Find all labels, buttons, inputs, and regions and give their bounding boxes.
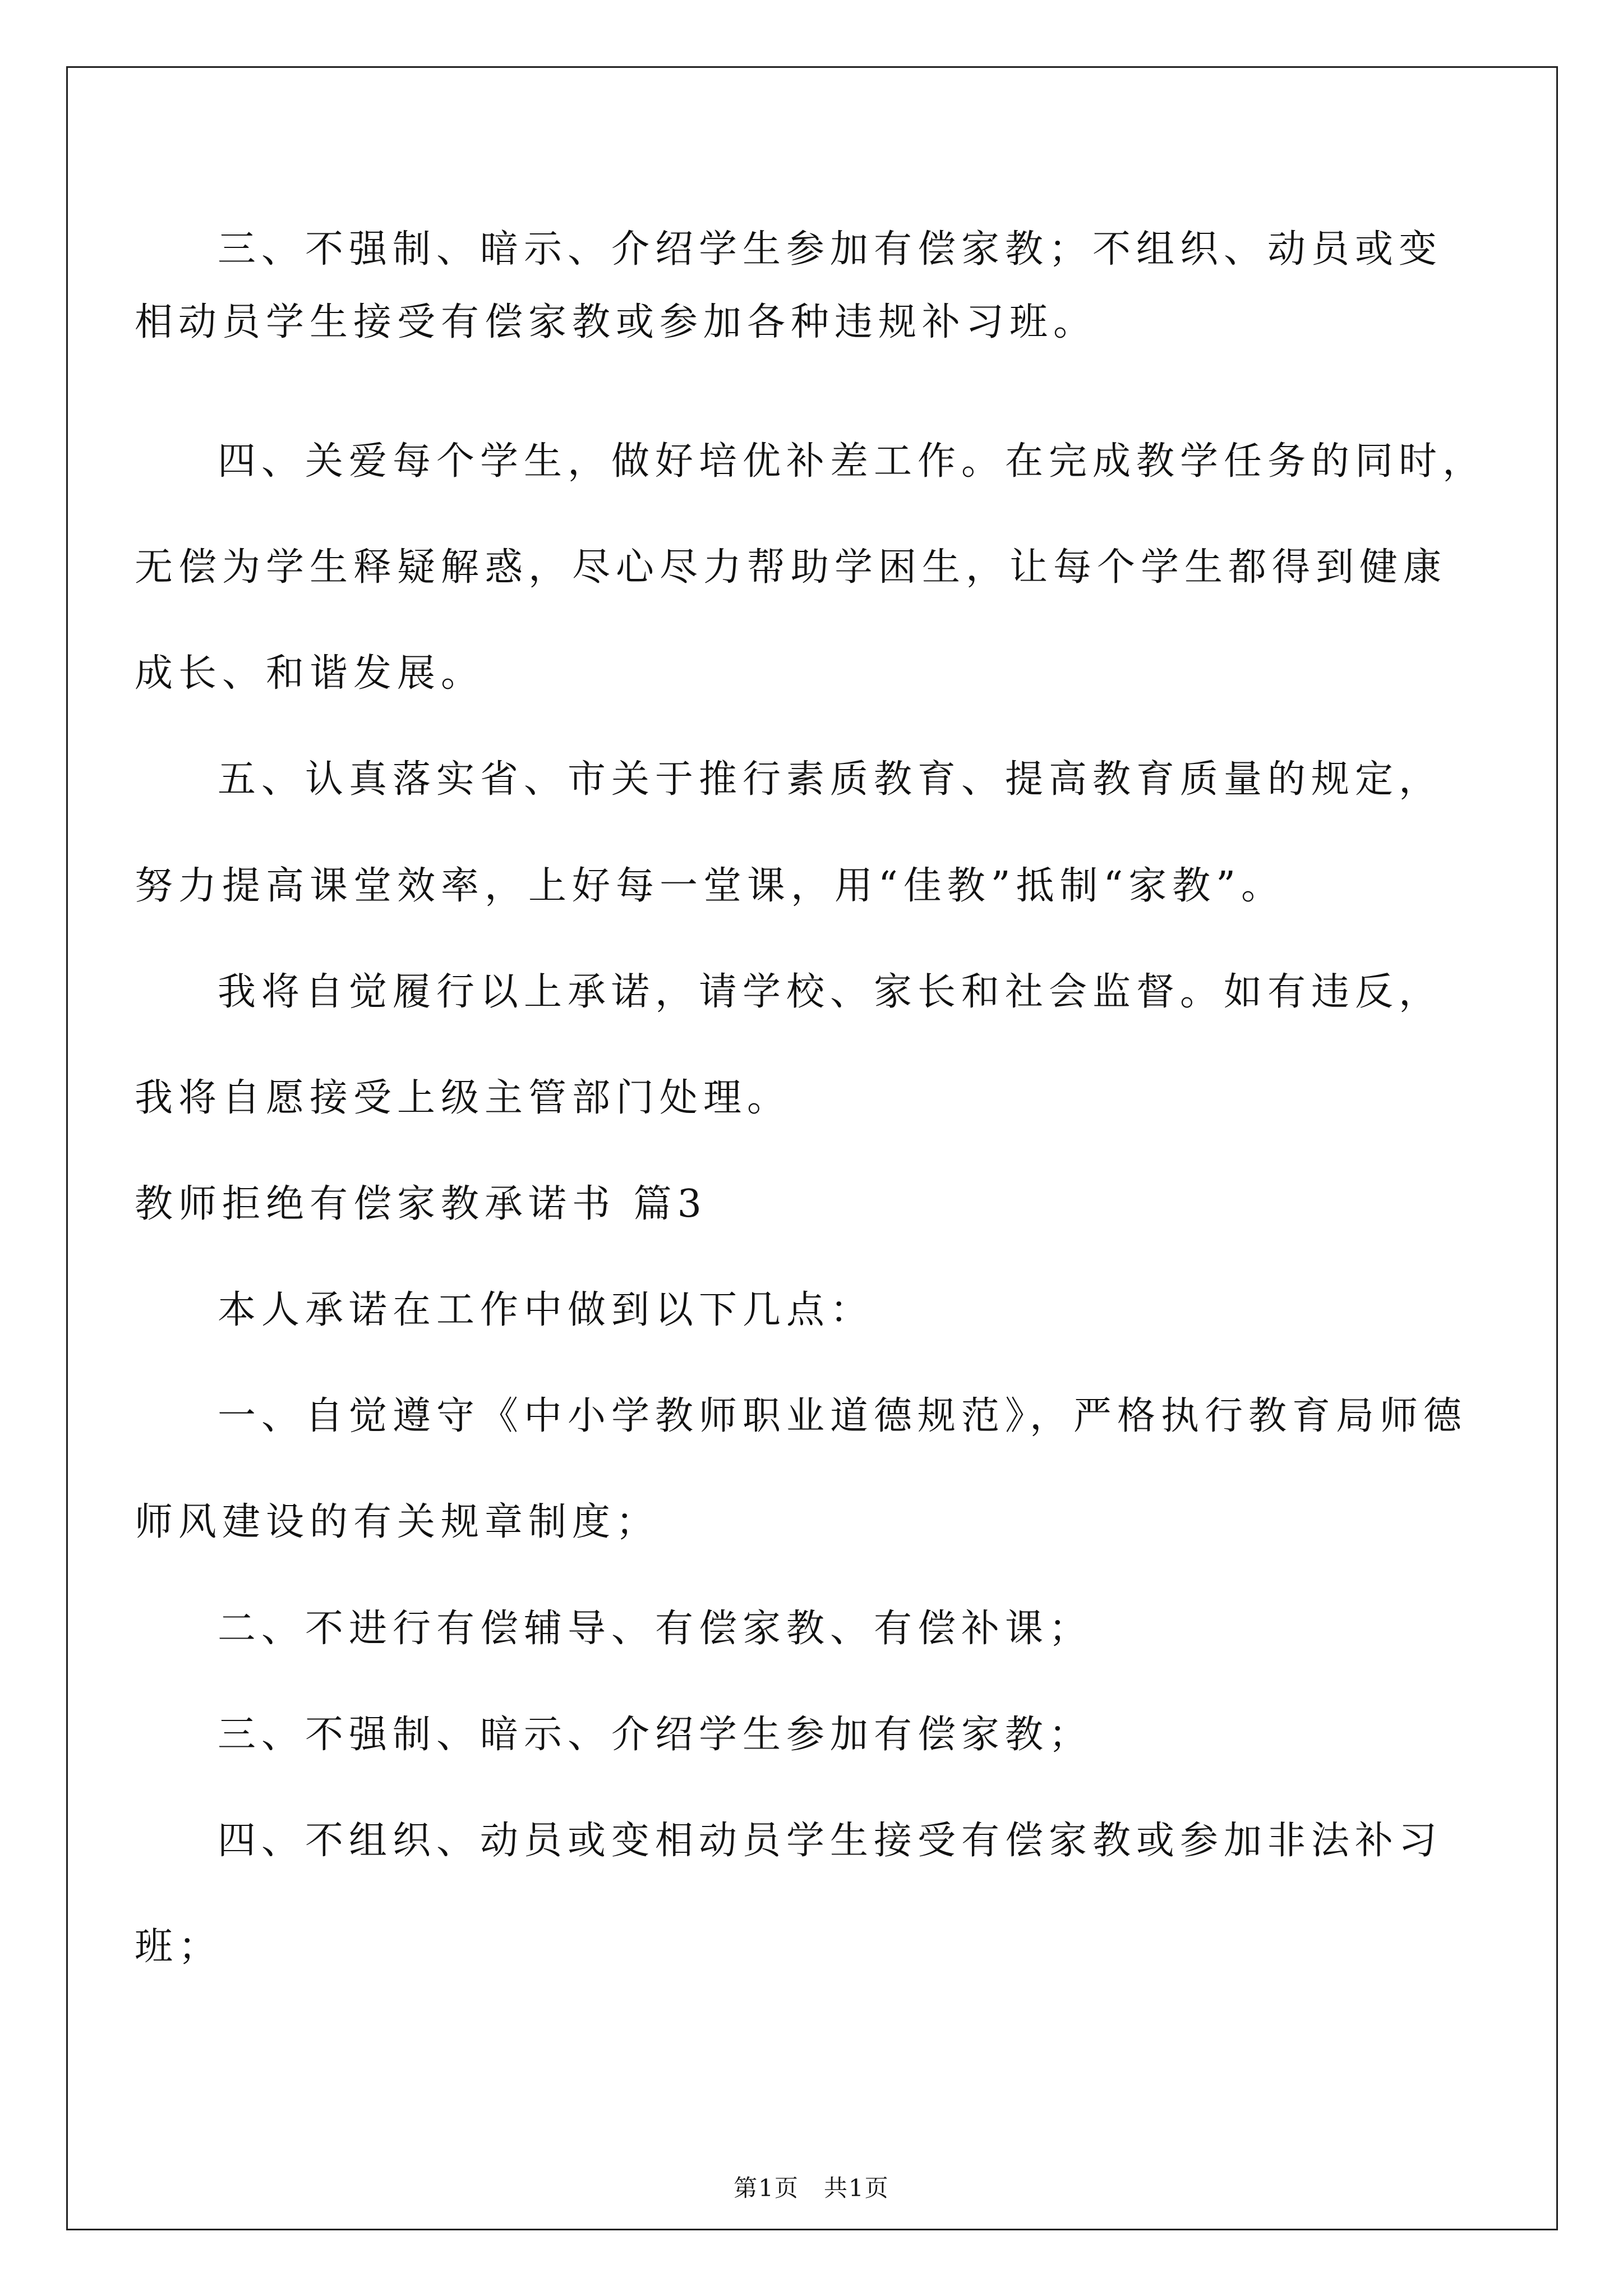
paragraph-line: 一、自觉遵守《中小学教师职业道德规范》，严格执行教育局师德 — [218, 1394, 1468, 1438]
paragraph-line: 班； — [135, 1925, 223, 1969]
paragraph-line: 相动员学生接受有偿家教或参加各种违规补习班。 — [135, 300, 1098, 344]
paragraph-line: 无偿为学生释疑解惑，尽心尽力帮助学困生，让每个学生都得到健康 — [135, 545, 1447, 590]
paragraph-line: 四、不组织、动员或变相动员学生接受有偿家教或参加非法补习 — [218, 1819, 1443, 1863]
section-heading: 教师拒绝有偿家教承诺书 篇3 — [135, 1182, 707, 1226]
paragraph-line: 三、不强制、暗示、介绍学生参加有偿家教； — [218, 1713, 1093, 1757]
paragraph-line: 努力提高课堂效率，上好每一堂课，用“佳教”抵制“家教”。 — [135, 864, 1285, 908]
paragraph-line: 本人承诺在工作中做到以下几点： — [218, 1288, 874, 1332]
page-border — [66, 66, 1558, 2230]
paragraph-line: 我将自愿接受上级主管部门处理。 — [135, 1076, 791, 1120]
paragraph-line: 师风建设的有关规章制度； — [135, 1500, 660, 1544]
paragraph-line: 四、关爱每个学生，做好培优补差工作。在完成教学任务的同时， — [218, 439, 1487, 484]
paragraph-line: 二、不进行有偿辅导、有偿家教、有偿补课； — [218, 1607, 1093, 1651]
paragraph-line: 五、认真落实省、市关于推行素质教育、提高教育质量的规定， — [218, 757, 1443, 802]
page-footer: 第1页 共1页 — [734, 2174, 889, 2202]
paragraph-line: 成长、和谐发展。 — [135, 651, 485, 696]
paragraph-line: 我将自觉履行以上承诺，请学校、家长和社会监督。如有违反， — [218, 970, 1443, 1014]
paragraph-line: 三、不强制、暗示、介绍学生参加有偿家教；不组织、动员或变 — [218, 227, 1443, 272]
